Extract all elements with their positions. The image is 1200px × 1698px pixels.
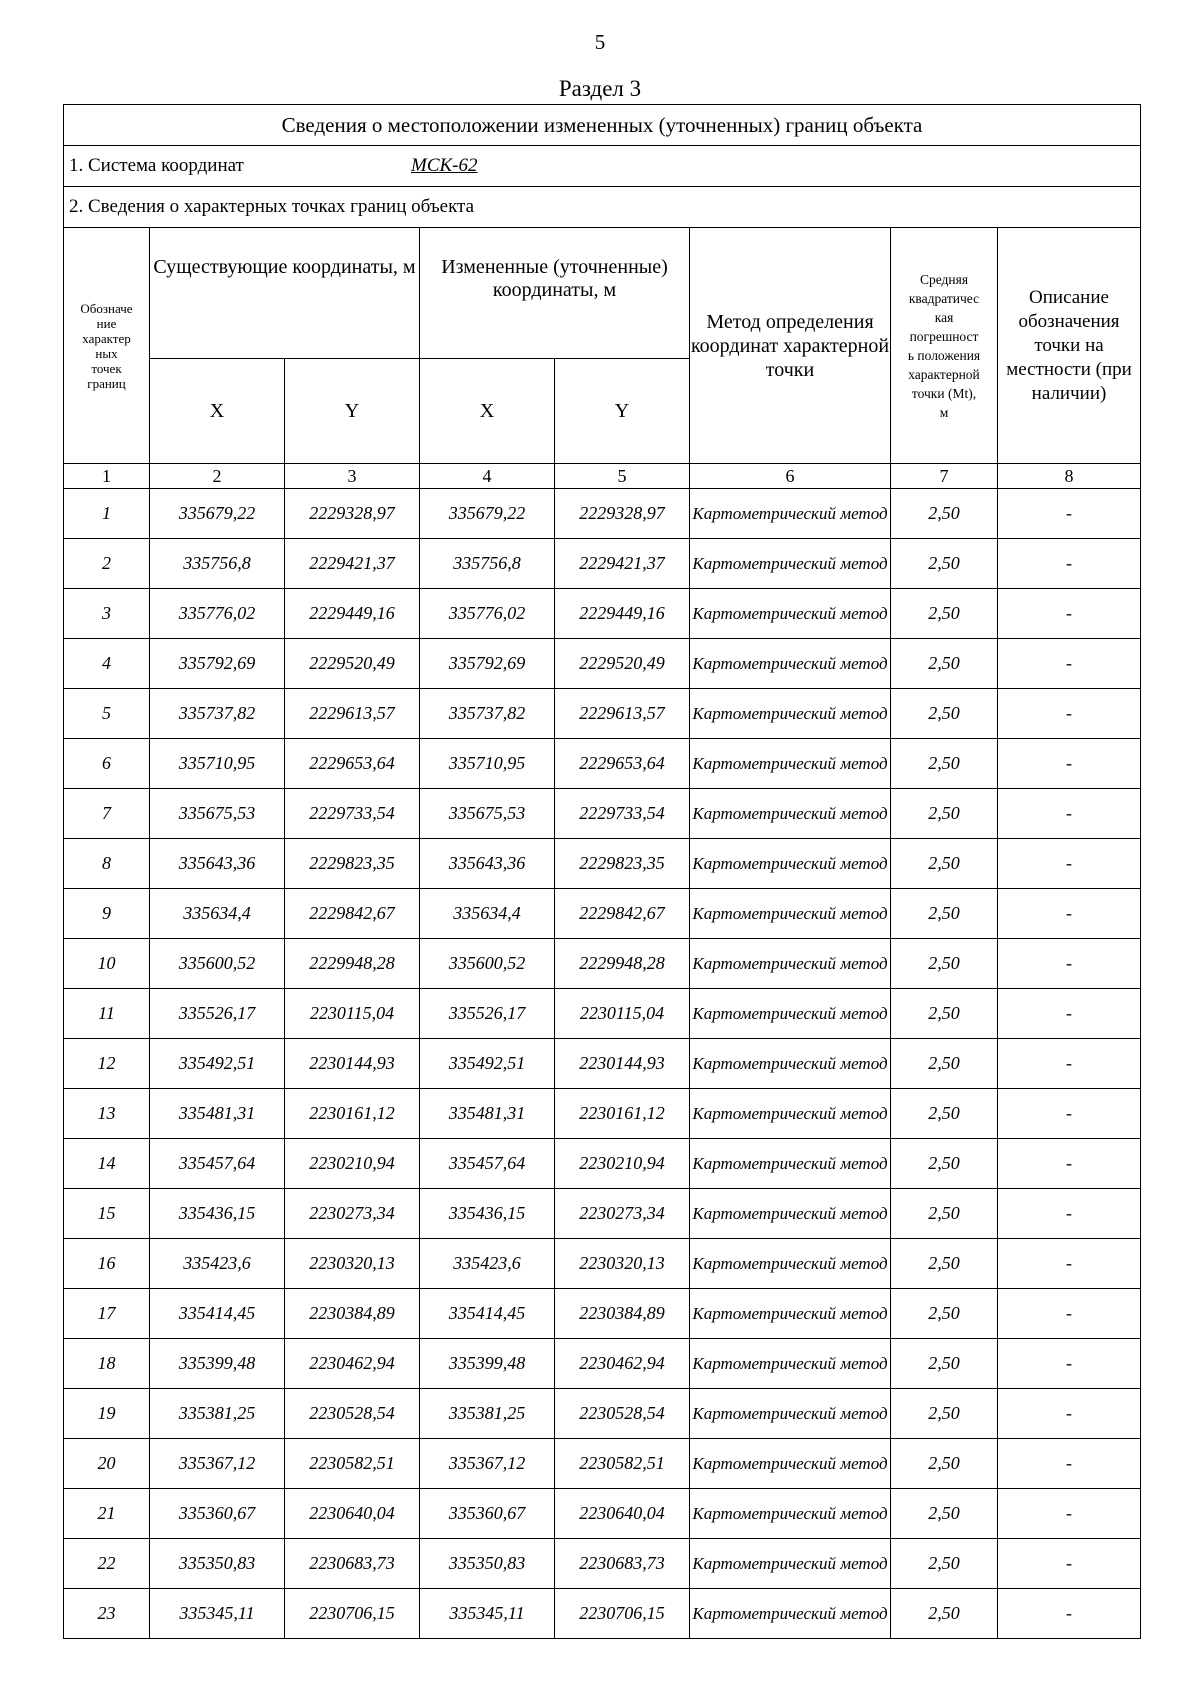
cell-existing-y: 2229421,37 <box>285 539 420 589</box>
cell-changed-y: 2230462,94 <box>555 1339 690 1389</box>
cell-point-number: 6 <box>64 739 150 789</box>
cell-mean-error: 2,50 <box>891 989 998 1039</box>
cell-changed-x: 335600,52 <box>420 939 555 989</box>
cell-existing-y: 2229328,97 <box>285 489 420 539</box>
table-row <box>64 1539 1141 1589</box>
cell-changed-y: 2230273,34 <box>555 1189 690 1239</box>
header-existing-x: X <box>150 359 285 464</box>
cell-changed-y: 2229948,28 <box>555 939 690 989</box>
cell-changed-x: 335492,51 <box>420 1039 555 1089</box>
cell-changed-y: 2229733,54 <box>555 789 690 839</box>
cell-mean-error: 2,50 <box>891 1389 998 1439</box>
cell-point-number: 4 <box>64 639 150 689</box>
header-mean-error: Средняя квадратичес кая погрешност ь положения характерной точки (Mt), м <box>891 228 998 464</box>
cell-existing-x: 335675,53 <box>150 789 285 839</box>
cell-mean-error: 2,50 <box>891 489 998 539</box>
column-number: 1 <box>64 464 150 489</box>
cell-existing-y: 2229449,16 <box>285 589 420 639</box>
cell-description: - <box>998 889 1141 939</box>
cell-point-number: 23 <box>64 1589 150 1639</box>
column-number: 2 <box>150 464 285 489</box>
cell-point-number: 14 <box>64 1139 150 1189</box>
cell-description: - <box>998 989 1141 1039</box>
points-section-title: 2. Сведения о характерных точках границ объекта <box>64 187 1141 228</box>
cell-description: - <box>998 1089 1141 1139</box>
column-number: 4 <box>420 464 555 489</box>
cell-mean-error: 2,50 <box>891 739 998 789</box>
cell-method: Картометрический метод <box>690 1389 891 1439</box>
cell-description: - <box>998 589 1141 639</box>
table-row <box>64 1239 1141 1289</box>
cell-method: Картометрический метод <box>690 1539 891 1589</box>
cell-method: Картометрический метод <box>690 1139 891 1189</box>
column-number: 7 <box>891 464 998 489</box>
cell-description: - <box>998 1389 1141 1439</box>
cell-mean-error: 2,50 <box>891 1589 998 1639</box>
cell-changed-x: 335367,12 <box>420 1439 555 1489</box>
table-row <box>64 939 1141 989</box>
cell-existing-x: 335345,11 <box>150 1589 285 1639</box>
cell-changed-x: 335481,31 <box>420 1089 555 1139</box>
cell-changed-y: 2229328,97 <box>555 489 690 539</box>
header-changed-coords: Измененные (уточненные) координаты, м <box>420 228 690 359</box>
cell-existing-y: 2229520,49 <box>285 639 420 689</box>
cell-point-number: 10 <box>64 939 150 989</box>
table-row <box>64 589 1141 639</box>
coord-system-value: МСК-62 <box>411 155 478 176</box>
table-row <box>64 1189 1141 1239</box>
cell-point-number: 12 <box>64 1039 150 1089</box>
header-changed-y: Y <box>555 359 690 464</box>
cell-changed-y: 2230320,13 <box>555 1239 690 1289</box>
coordinates-table <box>63 104 1141 1639</box>
cell-existing-x: 335414,45 <box>150 1289 285 1339</box>
cell-mean-error: 2,50 <box>891 1039 998 1089</box>
cell-changed-y: 2229613,57 <box>555 689 690 739</box>
cell-changed-x: 335526,17 <box>420 989 555 1039</box>
cell-description: - <box>998 1239 1141 1289</box>
cell-method: Картометрический метод <box>690 1039 891 1089</box>
header-description: Описание обозначения точки на местности (при наличии) <box>998 228 1141 464</box>
cell-description: - <box>998 1289 1141 1339</box>
cell-changed-x: 335399,48 <box>420 1339 555 1389</box>
cell-existing-x: 335600,52 <box>150 939 285 989</box>
cell-changed-x: 335792,69 <box>420 639 555 689</box>
cell-existing-y: 2229842,67 <box>285 889 420 939</box>
cell-existing-x: 335710,95 <box>150 739 285 789</box>
cell-changed-y: 2230161,12 <box>555 1089 690 1139</box>
cell-method: Картометрический метод <box>690 989 891 1039</box>
cell-mean-error: 2,50 <box>891 939 998 989</box>
cell-point-number: 22 <box>64 1539 150 1589</box>
table-row <box>64 489 1141 539</box>
cell-existing-x: 335756,8 <box>150 539 285 589</box>
cell-mean-error: 2,50 <box>891 639 998 689</box>
cell-existing-x: 335381,25 <box>150 1389 285 1439</box>
cell-description: - <box>998 1039 1141 1089</box>
cell-method: Картометрический метод <box>690 1339 891 1389</box>
cell-existing-x: 335481,31 <box>150 1089 285 1139</box>
cell-point-number: 11 <box>64 989 150 1039</box>
header-existing-coords: Существующие координаты, м <box>150 228 420 359</box>
cell-existing-x: 335737,82 <box>150 689 285 739</box>
table-row <box>64 639 1141 689</box>
cell-existing-y: 2229823,35 <box>285 839 420 889</box>
column-number: 6 <box>690 464 891 489</box>
cell-point-number: 21 <box>64 1489 150 1539</box>
cell-mean-error: 2,50 <box>891 789 998 839</box>
cell-changed-x: 335675,53 <box>420 789 555 839</box>
cell-existing-y: 2230320,13 <box>285 1239 420 1289</box>
cell-mean-error: 2,50 <box>891 1239 998 1289</box>
column-numbers-row <box>64 464 1141 489</box>
cell-changed-y: 2229520,49 <box>555 639 690 689</box>
cell-method: Картометрический метод <box>690 1189 891 1239</box>
cell-changed-y: 2229449,16 <box>555 589 690 639</box>
cell-mean-error: 2,50 <box>891 889 998 939</box>
header-method: Метод определения координат характерной точки <box>690 228 891 464</box>
cell-existing-y: 2230144,93 <box>285 1039 420 1089</box>
cell-method: Картометрический метод <box>690 589 891 639</box>
cell-point-number: 2 <box>64 539 150 589</box>
table-row <box>64 889 1141 939</box>
table-row <box>64 739 1141 789</box>
coord-system-label: 1. Система координат <box>69 155 244 176</box>
cell-changed-y: 2230115,04 <box>555 989 690 1039</box>
cell-mean-error: 2,50 <box>891 1139 998 1189</box>
cell-changed-y: 2229653,64 <box>555 739 690 789</box>
cell-existing-y: 2229613,57 <box>285 689 420 739</box>
cell-mean-error: 2,50 <box>891 1439 998 1489</box>
cell-description: - <box>998 789 1141 839</box>
cell-existing-y: 2230582,51 <box>285 1439 420 1489</box>
cell-point-number: 13 <box>64 1089 150 1139</box>
cell-existing-x: 335643,36 <box>150 839 285 889</box>
cell-method: Картометрический метод <box>690 1489 891 1539</box>
page-number: 5 <box>594 30 606 54</box>
cell-changed-x: 335350,83 <box>420 1539 555 1589</box>
cell-description: - <box>998 1589 1141 1639</box>
cell-changed-y: 2230706,15 <box>555 1589 690 1639</box>
cell-existing-y: 2230161,12 <box>285 1089 420 1139</box>
cell-description: - <box>998 1339 1141 1389</box>
cell-changed-x: 335643,36 <box>420 839 555 889</box>
cell-description: - <box>998 639 1141 689</box>
cell-existing-y: 2229733,54 <box>285 789 420 839</box>
cell-mean-error: 2,50 <box>891 1089 998 1139</box>
header-point-designation: Обозначе ние характер ных точек границ <box>64 228 150 464</box>
cell-point-number: 8 <box>64 839 150 889</box>
cell-existing-y: 2230528,54 <box>285 1389 420 1439</box>
cell-description: - <box>998 689 1141 739</box>
cell-existing-y: 2230273,34 <box>285 1189 420 1239</box>
cell-existing-y: 2230683,73 <box>285 1539 420 1589</box>
cell-method: Картометрический метод <box>690 889 891 939</box>
cell-method: Картометрический метод <box>690 1089 891 1139</box>
cell-changed-y: 2230683,73 <box>555 1539 690 1589</box>
cell-existing-x: 335679,22 <box>150 489 285 539</box>
cell-point-number: 20 <box>64 1439 150 1489</box>
cell-method: Картометрический метод <box>690 1439 891 1489</box>
cell-method: Картометрический метод <box>690 689 891 739</box>
cell-point-number: 3 <box>64 589 150 639</box>
cell-changed-y: 2229842,67 <box>555 889 690 939</box>
table-row <box>64 1489 1141 1539</box>
cell-description: - <box>998 939 1141 989</box>
cell-changed-y: 2230384,89 <box>555 1289 690 1339</box>
cell-existing-x: 335350,83 <box>150 1539 285 1589</box>
cell-mean-error: 2,50 <box>891 539 998 589</box>
cell-existing-y: 2229653,64 <box>285 739 420 789</box>
cell-existing-y: 2230384,89 <box>285 1289 420 1339</box>
cell-existing-x: 335360,67 <box>150 1489 285 1539</box>
table-row <box>64 1439 1141 1489</box>
cell-existing-x: 335399,48 <box>150 1339 285 1389</box>
cell-mean-error: 2,50 <box>891 839 998 889</box>
cell-existing-x: 335367,12 <box>150 1439 285 1489</box>
cell-existing-x: 335526,17 <box>150 989 285 1039</box>
cell-changed-x: 335679,22 <box>420 489 555 539</box>
header-existing-y: Y <box>285 359 420 464</box>
table-row <box>64 539 1141 589</box>
table-row <box>64 1039 1141 1089</box>
cell-mean-error: 2,50 <box>891 1289 998 1339</box>
cell-changed-y: 2230144,93 <box>555 1039 690 1089</box>
cell-point-number: 17 <box>64 1289 150 1339</box>
cell-mean-error: 2,50 <box>891 1539 998 1589</box>
cell-description: - <box>998 1539 1141 1589</box>
column-number: 5 <box>555 464 690 489</box>
cell-method: Картометрический метод <box>690 839 891 889</box>
cell-method: Картометрический метод <box>690 1289 891 1339</box>
cell-point-number: 7 <box>64 789 150 839</box>
cell-existing-y: 2230706,15 <box>285 1589 420 1639</box>
cell-description: - <box>998 1189 1141 1239</box>
cell-existing-x: 335423,6 <box>150 1239 285 1289</box>
header-changed-x: X <box>420 359 555 464</box>
table-row <box>64 689 1141 739</box>
cell-method: Картометрический метод <box>690 639 891 689</box>
cell-changed-y: 2230210,94 <box>555 1139 690 1189</box>
cell-description: - <box>998 839 1141 889</box>
table-row <box>64 1389 1141 1439</box>
cell-point-number: 1 <box>64 489 150 539</box>
coord-system-row <box>64 146 1141 187</box>
cell-point-number: 18 <box>64 1339 150 1389</box>
table-title: Сведения о местоположении измененных (уточненных) границ объекта <box>64 105 1141 146</box>
table-row <box>64 1339 1141 1389</box>
cell-point-number: 15 <box>64 1189 150 1239</box>
table-row <box>64 1089 1141 1139</box>
cell-method: Картометрический метод <box>690 1239 891 1289</box>
cell-existing-x: 335436,15 <box>150 1189 285 1239</box>
cell-existing-y: 2230210,94 <box>285 1139 420 1189</box>
cell-existing-y: 2230462,94 <box>285 1339 420 1389</box>
cell-changed-y: 2229823,35 <box>555 839 690 889</box>
cell-changed-x: 335737,82 <box>420 689 555 739</box>
cell-description: - <box>998 489 1141 539</box>
cell-changed-x: 335436,15 <box>420 1189 555 1239</box>
cell-existing-x: 335634,4 <box>150 889 285 939</box>
cell-changed-x: 335423,6 <box>420 1239 555 1289</box>
cell-existing-x: 335492,51 <box>150 1039 285 1089</box>
table-row <box>64 1289 1141 1339</box>
cell-point-number: 19 <box>64 1389 150 1439</box>
cell-mean-error: 2,50 <box>891 589 998 639</box>
cell-mean-error: 2,50 <box>891 1339 998 1389</box>
cell-description: - <box>998 1439 1141 1489</box>
cell-mean-error: 2,50 <box>891 1189 998 1239</box>
cell-point-number: 16 <box>64 1239 150 1289</box>
cell-description: - <box>998 539 1141 589</box>
cell-changed-x: 335457,64 <box>420 1139 555 1189</box>
cell-changed-x: 335776,02 <box>420 589 555 639</box>
column-number: 8 <box>998 464 1141 489</box>
section-title: Раздел 3 <box>558 76 642 101</box>
cell-method: Картометрический метод <box>690 789 891 839</box>
cell-existing-y: 2230640,04 <box>285 1489 420 1539</box>
column-number: 3 <box>285 464 420 489</box>
table-row <box>64 1139 1141 1189</box>
cell-changed-x: 335710,95 <box>420 739 555 789</box>
cell-mean-error: 2,50 <box>891 689 998 739</box>
cell-method: Картометрический метод <box>690 1589 891 1639</box>
cell-description: - <box>998 1139 1141 1189</box>
cell-changed-x: 335414,45 <box>420 1289 555 1339</box>
cell-method: Картометрический метод <box>690 489 891 539</box>
cell-changed-y: 2229421,37 <box>555 539 690 589</box>
cell-changed-x: 335345,11 <box>420 1589 555 1639</box>
cell-existing-y: 2229948,28 <box>285 939 420 989</box>
cell-changed-y: 2230640,04 <box>555 1489 690 1539</box>
cell-changed-x: 335381,25 <box>420 1389 555 1439</box>
cell-method: Картометрический метод <box>690 939 891 989</box>
cell-existing-x: 335776,02 <box>150 589 285 639</box>
cell-description: - <box>998 1489 1141 1539</box>
cell-description: - <box>998 739 1141 789</box>
table-row <box>64 839 1141 889</box>
table-row <box>64 789 1141 839</box>
table-row <box>64 1589 1141 1639</box>
cell-method: Картометрический метод <box>690 739 891 789</box>
cell-changed-y: 2230582,51 <box>555 1439 690 1489</box>
table-row <box>64 989 1141 1039</box>
cell-changed-x: 335360,67 <box>420 1489 555 1539</box>
cell-mean-error: 2,50 <box>891 1489 998 1539</box>
cell-changed-y: 2230528,54 <box>555 1389 690 1439</box>
cell-existing-y: 2230115,04 <box>285 989 420 1039</box>
cell-existing-x: 335457,64 <box>150 1139 285 1189</box>
cell-existing-x: 335792,69 <box>150 639 285 689</box>
cell-changed-x: 335634,4 <box>420 889 555 939</box>
cell-changed-x: 335756,8 <box>420 539 555 589</box>
cell-method: Картометрический метод <box>690 539 891 589</box>
cell-point-number: 5 <box>64 689 150 739</box>
cell-point-number: 9 <box>64 889 150 939</box>
